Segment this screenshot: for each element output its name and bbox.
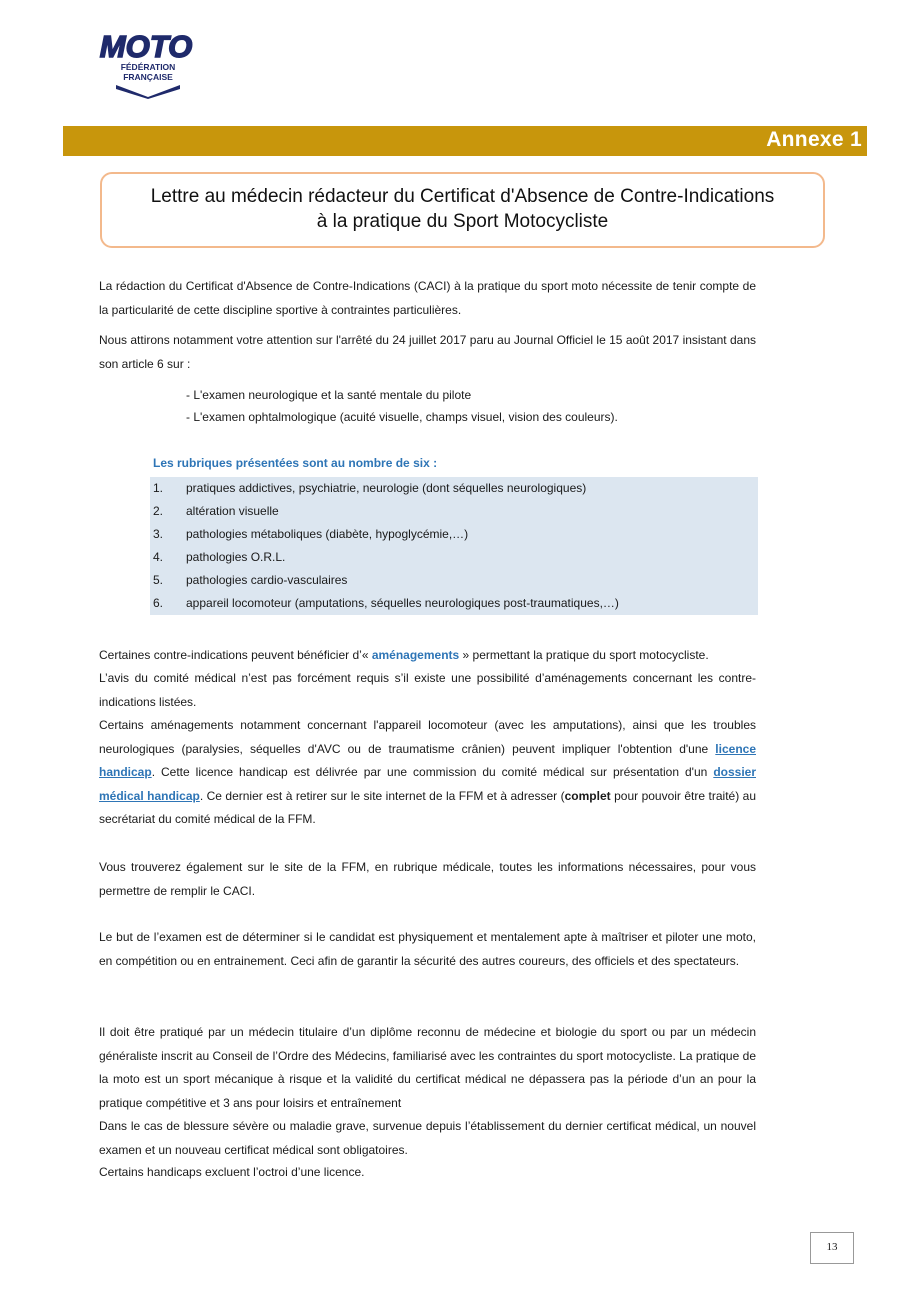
annex-banner [63, 126, 867, 156]
licence-text-b: . Cette licence handicap est délivrée par une commission du comité médical sur présentation d'un [151, 765, 714, 780]
amenagements-text-before: Certaines contre-indications peuvent bénéficier d’« [99, 648, 372, 662]
list-item-text: pratiques addictives, psychiatrie, neurologie (dont séquelles neurologiques) [186, 481, 587, 495]
page-number: 13 [810, 1232, 854, 1264]
title-box [100, 172, 825, 248]
but-examen-paragraph: Le but de l’examen est de déterminer si le candidat est physiquement et mentalement apte à maîtriser et piloter une moto, en compétition ou en entrainement. Ceci afin de garantir la sécurité des autres coureurs, des officiels et des spectateurs. [99, 930, 756, 968]
licence-text-a: Certains aménagements notamment concernant l'appareil locomoteur (avec les amputations), ainsi que les troubles neurologiques (paralysies, séquelles d'AVC ou de traumatisme crânien) peuvent impliquer l'obtention d'une [99, 718, 756, 756]
title-line-2: à la pratique du Sport Motocycliste [316, 211, 609, 232]
complet-bold: complet [564, 788, 611, 803]
intro-paragraph-2: Nous attirons notamment votre attention sur l'arrêté du 24 juillet 2017 paru au Journal Officiel le 15 août 2017 insistant dans son article 6 sur : [99, 333, 756, 371]
dossier-medical-handicap-link[interactable]: dossier médical handicap [99, 765, 756, 803]
list-item-number: 3. [153, 527, 164, 541]
list-item-number: 4. [153, 550, 164, 564]
handicaps-paragraph: Certains handicaps excluent l’octroi d’une licence. [99, 1165, 365, 1179]
annex-label: Annexe 1 [766, 128, 862, 151]
amenagements-paragraph [99, 644, 756, 668]
logo-chevron-icon [116, 85, 180, 99]
comite-medical-paragraph: L’avis du comité médical n’est pas forcément requis s’il existe une possibilité d’aménagements concernant les contre-indications listées. [99, 671, 756, 709]
rubriques-title: Les rubriques présentées sont au nombre de six : [153, 456, 438, 470]
licence-handicap-paragraph [99, 714, 756, 832]
list-item-text: altération visuelle [186, 504, 279, 518]
licence-handicap-link[interactable]: licence handicap [99, 741, 756, 780]
list-item-text: pathologies métaboliques (diabète, hypoglycémie,…) [186, 527, 469, 541]
intro-paragraph-1: La rédaction du Certificat d'Absence de Contre-Indications (CACI) à la pratique du sport moto nécessite de tenir compte de la particularité de cette discipline sportive à contraintes particulières. [99, 279, 756, 317]
bullet-ophtalmologique: - L'examen ophtalmologique (acuité visuelle, champs visuel, vision des couleurs). [186, 410, 618, 424]
list-item-number: 5. [153, 573, 164, 587]
list-item-number: 1. [153, 481, 164, 495]
logo-line2: FRANÇAISE [123, 72, 173, 82]
licence-text-d: pour pouvoir être traité) au secrétariat du comité médical de la FFM. [99, 788, 757, 827]
rubriques-list [150, 477, 758, 615]
ffm-logo [98, 27, 194, 99]
amenagements-text-after: » permettant la pratique du sport motocycliste. [459, 648, 709, 662]
pratique-medecin-paragraph: Il doit être pratiqué par un médecin titulaire d’un diplôme reconnu de médecine et biologie du sport ou par un médecin généraliste inscrit au Conseil de l’Ordre des Médecins, familiarisé avec les contraintes du sport motocycliste. La pratique de la moto est un sport mécanique à risque et la validité du certificat médical ne dépassera pas la période d’un an pour la pratique compétitive et 3 ans pour loisirs et entraînement [99, 1025, 756, 1110]
list-item-number: 2. [153, 504, 164, 518]
list-item-text: appareil locomoteur (amputations, séquelles neurologiques post-traumatiques,…) [186, 596, 619, 610]
logo-word: MOTO [99, 29, 193, 64]
list-item-number: 6. [153, 596, 164, 610]
list-item-text: pathologies cardio-vasculaires [186, 573, 348, 587]
list-item-text: pathologies O.R.L. [186, 550, 286, 564]
site-ffm-paragraph: Vous trouverez également sur le site de la FFM, en rubrique médicale, toutes les informations nécessaires, pour vous permettre de remplir le CACI. [99, 860, 756, 898]
blessure-paragraph: Dans le cas de blessure sévère ou maladie grave, survenue depuis l’établissement du dernier certificat médical, un nouvel examen et un nouveau certificat médical sont obligatoires. [99, 1119, 756, 1157]
licence-text-c: . Ce dernier est à retirer sur le site internet de la FFM et à adresser ( [199, 788, 565, 803]
amenagements-keyword: aménagements [371, 648, 460, 662]
bullet-neurologique: - L'examen neurologique et la santé mentale du pilote [186, 388, 472, 402]
title-line-1: Lettre au médecin rédacteur du Certificat d'Absence de Contre-Indications [150, 186, 775, 207]
logo-line1: FÉDÉRATION [120, 62, 176, 72]
